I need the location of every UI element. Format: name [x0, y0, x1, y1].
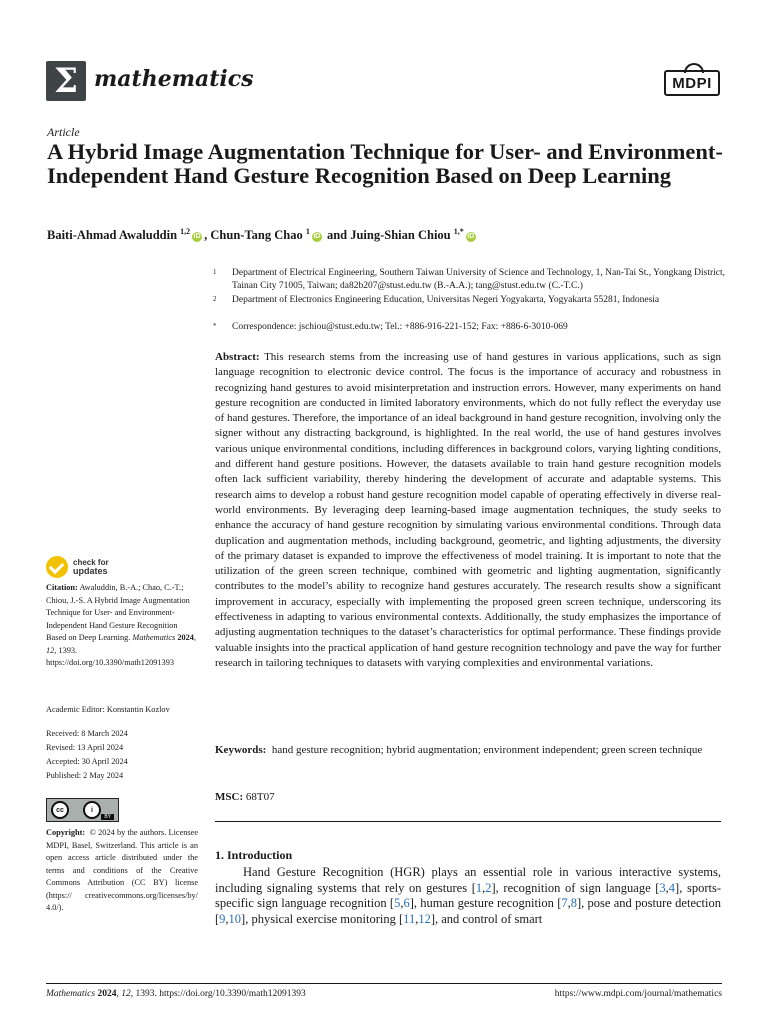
intro-text: ], pose and posture detection [: [215, 896, 721, 926]
msc: [215, 790, 721, 805]
citation-volume: 12: [46, 645, 55, 655]
intro-text: ,: [567, 896, 571, 911]
citation-link[interactable]: 1: [475, 880, 483, 895]
intro-text: ], recognition of sign language [: [491, 880, 660, 895]
affiliation: [213, 321, 733, 334]
sigma-icon: Σ: [53, 61, 79, 101]
orcid-icon[interactable]: iD: [467, 233, 475, 241]
author-separator: ,: [204, 228, 208, 243]
intro-text: ,: [665, 880, 669, 895]
footer-divider: [46, 983, 722, 984]
accepted-date: Accepted: 30 April 2024: [46, 757, 128, 766]
section-heading: 1. Introduction: [215, 848, 293, 862]
affiliation: [213, 267, 733, 293]
affiliation-number: *: [213, 322, 217, 330]
orcid-icon[interactable]: iD: [193, 233, 201, 241]
abstract-label: Abstract:: [215, 351, 260, 363]
copyright-label: Copyright:: [46, 828, 86, 837]
citation-link[interactable]: 12: [418, 911, 431, 926]
citation-link[interactable]: 9: [219, 911, 226, 926]
citation-label: Citation:: [46, 583, 78, 592]
check-label: updates: [73, 566, 108, 576]
citation-link[interactable]: 10: [228, 911, 242, 926]
footer-journal: Mathematics: [46, 989, 96, 999]
cc-icon: cc: [51, 801, 69, 819]
academic-editor: Academic Editor: Konstantin Kozlov: [46, 705, 170, 714]
citation: Citation: Awaluddin, B.-A.; Chao, C.-T.; Chiou, J.-S. A Hybrid Image Augmentation Technique for User- and Environment-Independent Hand Gesture Recognition Based on Deep Learning. Mathematics 2024, 12, 1393. https://doi.org/10.3390/math12091393: [46, 583, 197, 667]
citation-link[interactable]: 5: [394, 896, 401, 911]
author-name: Baiti-Ahmad Awaluddin: [47, 228, 178, 243]
page-title: A Hybrid Image Augmentation Technique for User- and Environment-Independent Hand Gesture Recognition Based on Deep Learning: [47, 139, 723, 188]
published-date: Published: 2 May 2024: [46, 771, 124, 780]
msc-text: 68T07: [245, 791, 275, 803]
copyright-text: © 2024 by the authors. Licensee MDPI, Basel, Switzerland. This article is an open access article distributed under the terms and conditions of the Creative Commons Attribution (CC BY) license (https:// creativecommons.org/licenses/by/ 4.0/).: [46, 828, 198, 912]
author-affil: 1,*: [453, 227, 464, 236]
publisher-logo: MDPI: [664, 70, 720, 96]
footer-doi[interactable]: , 1393. https://doi.org/10.3390/math12091393: [130, 989, 306, 999]
affiliation-text: Correspondence: jschiou@stust.edu.tw; Tel.: +886-916-221-152; Fax: +886-6-3010-069: [232, 322, 568, 332]
keywords-label: Keywords:: [215, 744, 267, 756]
check-icon: [46, 556, 68, 578]
intro-text: ], human gesture recognition [: [409, 896, 562, 911]
citation-link[interactable]: 3: [659, 880, 666, 895]
intro-text: ,: [400, 896, 404, 911]
copyright: [46, 827, 198, 915]
citation-link[interactable]: 2: [485, 880, 492, 895]
citation-link[interactable]: 6: [403, 896, 410, 911]
author-affil: 1,2: [180, 227, 191, 236]
check-for-updates[interactable]: [46, 556, 109, 578]
divider: [215, 821, 721, 822]
affiliation: [213, 294, 733, 307]
affiliation-text: Department of Electronics Engineering Education, Universitas Negeri Yogyakarta, Yogyakarta 55281, Indonesia: [232, 295, 660, 305]
intro-text: ], physical exercise monitoring [: [241, 911, 404, 926]
footer-year: 2024: [97, 989, 117, 999]
author-affil: 1: [305, 227, 310, 236]
citation-link[interactable]: 4: [668, 880, 676, 895]
intro-text: Hand Gesture Recognition (HGR) plays an essential role in various interactive systems, including signaling systems that rely on gestures [: [215, 865, 721, 895]
footer-volume: 12: [121, 989, 131, 999]
keywords-text: hand gesture recognition; hybrid augmentation; environment independent; green screen technique: [271, 744, 703, 756]
keywords: [215, 743, 721, 758]
citation-link[interactable]: 8: [570, 896, 577, 911]
journal-name: mathematics: [94, 66, 254, 92]
intro-text: ,: [415, 911, 419, 926]
intro-text: ], and control of smart: [430, 911, 543, 926]
author-name: Chun-Tang Chao: [210, 228, 303, 243]
intro-text: ], sports-specific sign language recognition [: [215, 880, 721, 911]
abstract: [215, 350, 721, 671]
abstract-text: This research stems from the increasing use of hand gestures in various applications, such as sign language recognition to electronic device control. The focus is the importance of accuracy and robustness in recognizing hand gestures to avoid misinterpretation and instruction errors. However, many experiments on hand gesture recognition are conducted in limited laboratory environments, which do not fully reflect the everyday use of hand gestures. Therefore, the importance of an ideal background in hand gesture recognition, involving only the signer without any distracting background, is highlighted. In the real world, the use of hand gestures involves various unique environmental conditions, including differences in background colors, varying lighting conditions, and different hand gesture positions. However, the datasets available to train hand gesture recognition models often lack sufficient variability, thereby hindering the development of accurate and adaptable systems. This research aims to develop a robust hand gesture recognition model capable of operating effectively in diverse real-world environments. By leveraging deep learning-based image augmentation techniques, the study seeks to enhance the accuracy of hand gesture recognition by simulating various environmental conditions. Through data duplication and augmentation methods, including background, geometric, and lighting adjustments, the diversity of the primary dataset is expanded to improve the effectiveness of model training. It is important to note that the utilization of the green screen technique, combined with geometric and lighting augmentation, significantly contributes to the model’s ability to recognize hand gestures accurately. The research results show a significant improvement in accuracy, especially with implementing the proposed green screen technique, underscoring its effectiveness in adapting to various environmental contexts. Additionally, the study emphasizes the importance of adjusting augmentation techniques to the dataset’s characteristics for optimal performance. These findings provide valuable insights into the practical application of hand gesture recognition technology and pave the way for further research in tailoring techniques to datasets with varying complexities and environmental variations.: [215, 351, 721, 669]
received-date: Received: 8 March 2024: [46, 729, 128, 738]
by-label: BY: [101, 814, 114, 820]
person-icon: i: [83, 801, 101, 819]
citation-link[interactable]: 11: [403, 911, 416, 926]
article-type: Article: [47, 125, 80, 139]
citation-doi[interactable]: , 1393. https://doi.org/10.3390/math12091393: [46, 645, 174, 667]
orcid-icon[interactable]: iD: [313, 233, 321, 241]
author-separator: and: [326, 228, 348, 243]
cc-by-license-icon[interactable]: [46, 798, 119, 822]
footer-citation: Mathematics 2024, 12, 1393. https://doi.org/10.3390/math12091393: [46, 989, 306, 999]
intro-text: ,: [225, 911, 229, 926]
footer-url[interactable]: https://www.mdpi.com/journal/mathematics: [554, 989, 722, 999]
citation-link[interactable]: 7: [561, 896, 568, 911]
revised-date: Revised: 13 April 2024: [46, 743, 124, 752]
citation-text: Awaluddin, B.-A.; Chao, C.-T.; Chiou, J.-S. A Hybrid Image Augmentation Technique for User- and Environment-Independent Hand Gesture Recognition Based on Deep Learning.: [46, 583, 190, 642]
intro-text: ,: [482, 880, 486, 895]
msc-label: MSC:: [215, 791, 244, 803]
affiliation-number: 1: [213, 268, 217, 276]
affiliation-text: Department of Electrical Engineering, Southern Taiwan University of Science and Technology, 1, Nan-Tai St., Yongkang District, Tainan City 71005, Taiwan; da82b207@stust.edu.tw (B.-A.A.); tang@stust.edu.tw (C.-T.C.): [232, 268, 726, 291]
check-label: check for: [73, 558, 109, 567]
journal-logo: [46, 61, 86, 101]
author-name: Juing-Shian Chiou: [350, 228, 451, 243]
citation-year: 2024: [177, 633, 194, 642]
affiliation-number: 2: [213, 295, 217, 303]
author-list: [47, 227, 478, 243]
introduction-text: [215, 865, 721, 927]
citation-journal: Mathematics: [132, 633, 176, 642]
